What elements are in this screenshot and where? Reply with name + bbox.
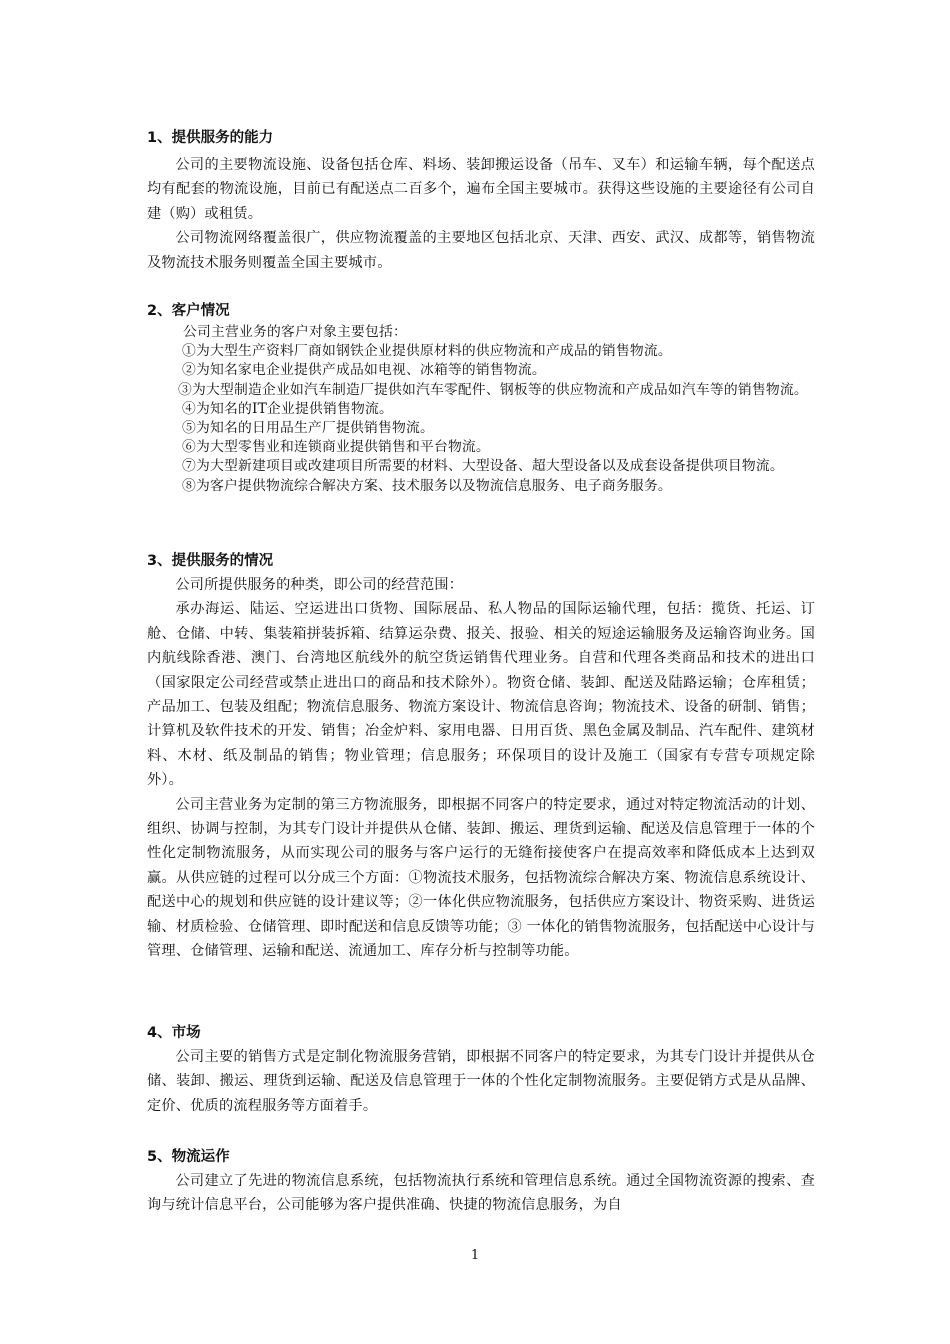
paragraph: 公司主营业务为定制的第三方物流服务，即根据不同客户的特定要求，通过对特定物流活动的计划、组织、协调与控制，为其专门设计并提供从仓储、装卸、搬运、理货到运输、配送及信息管理于一体的个性化定制物流服务，从而实现公司的服务与客户运行的无缝衔接使客户在提高效率和降低成本上达到双赢。从供应链的过程可以分成三个方面：①物流技术服务，包括物流综合解决方案、物流信息系统设计、配送中心的规划和供应链的设计建议等；②一体化供应物流服务，包括供应方案设计、物资采购、进货运输、材质检验、仓储管理、即时配送和信息反馈等功能；③ 一体化的销售物流服务，包括配送中心设计与管理、仓储管理、运输和配送、流通加工、库存分析与控制等功能。 bbox=[147, 796, 815, 960]
section-heading: 1、提供服务的能力 bbox=[147, 130, 274, 146]
paragraph: 公司建立了先进的物流信息系统，包括物流执行系统和管理信息系统。通过全国物流资源的搜索、查询与统计信息平台，公司能够为客户提供准确、快捷的物流信息服务，为自 bbox=[147, 1173, 815, 1214]
section-3 bbox=[147, 550, 815, 964]
paragraph: 公司的主要物流设施、设备包括仓库、料场、装卸搬运设备（吊车、叉车）和运输车辆，每个配送点均有配套的物流设施，目前已有配送点二百多个，遍布全国主要城市。获得这些设施的主要途径有公司自建（购）或租赁。 bbox=[147, 157, 815, 222]
section-1 bbox=[147, 127, 815, 275]
section-5 bbox=[147, 1146, 815, 1218]
section-heading: 5、物流运作 bbox=[147, 1149, 230, 1165]
paragraph: 承办海运、陆运、空运进出口货物、国际展品、私人物品的国际运输代理，包括：揽货、托运、订舱、仓储、中转、集装箱拼装拆箱、结算运杂费、报关、报验、相关的短途运输服务及运输咨询业务。国内航线除香港、澳门、台湾地区航线外的航空货运销售代理业务。自营和代理各类商品和技术的进出口（国家限定公司经营或禁止进出口的商品和技术除外）。物资仓储、装卸、配送及陆路运输；仓库租赁；产品加工、包装及组配；物流信息服务、物流方案设计、物流信息咨询；物流技术、设备的研制、销售；计算机及软件技术的开发、销售；冶金炉料、家用电器、日用百货、黑色金属及制品、汽车配件、建筑材料、木材、纸及制品的销售；物业管理；信息服务；环保项目的设计及施工（国家有专营专项规定除外）。 bbox=[147, 601, 815, 789]
section-4 bbox=[147, 1022, 815, 1118]
list-item: ⑧为客户提供物流综合解决方案、技术服务以及物流信息服务、电子商务服务。 bbox=[182, 477, 672, 494]
paragraph: 公司所提供服务的种类，即公司的经营范围： bbox=[175, 577, 464, 593]
list-item: ⑥为大型零售业和连锁商业提供销售和平台物流。 bbox=[182, 439, 490, 456]
section-heading: 4、市场 bbox=[147, 1025, 201, 1041]
page-number: 1 bbox=[470, 1248, 480, 1263]
paragraph: 公司主要的销售方式是定制化物流服务营销，即根据不同客户的特定要求，为其专门设计并提供从仓储、装卸、搬运、理货到运输、配送及信息管理于一体的个性化定制物流服务。主要促销方式是从品牌、定价、优质的流程服务等方面着手。 bbox=[147, 1049, 815, 1114]
list-intro: 公司主营业务的客户对象主要包括： bbox=[183, 324, 407, 340]
list-item: ⑦为大型新建项目或改建项目所需要的材料、大型设备、超大型设备以及成套设备提供项目物流。 bbox=[182, 458, 784, 475]
list-item: ①为大型生产资料厂商如钢铁企业提供原材料的供应物流和产成品的销售物流。 bbox=[182, 343, 672, 360]
section-heading: 2、客户情况 bbox=[147, 303, 230, 319]
list-item: ③为大型制造企业如汽车制造厂提供如汽车零配件、钢板等的供应物流和产成品如汽车等的销售物流。 bbox=[178, 381, 808, 398]
list-item: ④为知名的IT企业提供销售物流。 bbox=[182, 400, 394, 417]
section-heading: 3、提供服务的情况 bbox=[147, 553, 274, 569]
client-list bbox=[147, 342, 815, 496]
paragraph: 公司物流网络覆盖很广，供应物流覆盖的主要地区包括北京、天津、西安、武汉、成都等，销售物流及物流技术服务则覆盖全国主要城市。 bbox=[147, 230, 815, 271]
list-item: ⑤为知名的日用品生产厂提供销售物流。 bbox=[182, 420, 434, 437]
list-item: ②为知名家电企业提供产成品如电视、冰箱等的销售物流。 bbox=[182, 362, 546, 379]
section-2 bbox=[147, 300, 815, 496]
